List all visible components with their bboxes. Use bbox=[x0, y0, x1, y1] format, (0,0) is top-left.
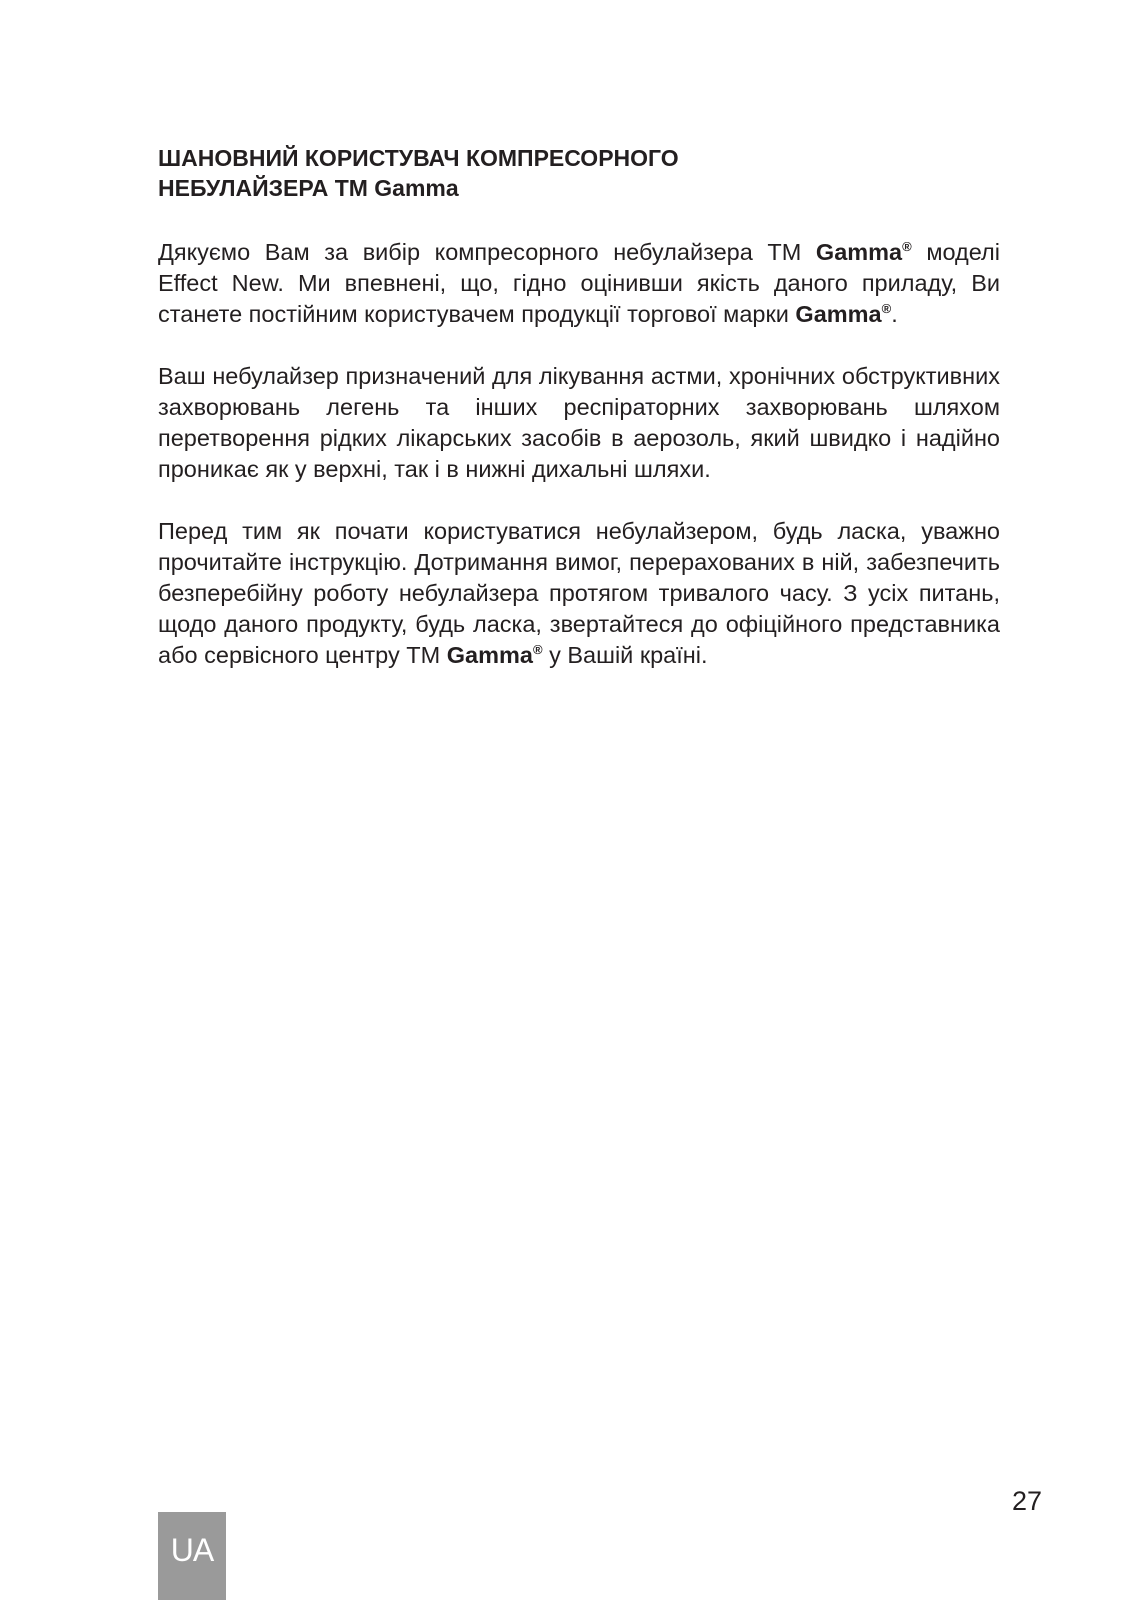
language-tab bbox=[158, 1512, 226, 1600]
intro-text-1: Дякуємо Вам за вибір компресорного небулайзера ТМ bbox=[158, 239, 816, 265]
purpose-paragraph: Ваш небулайзер призначений для лікування астми, хронічних обструктивних захворювань легень та інших респіраторних захворювань шляхом перетворення рідких лікарських засобів в аерозоль, який швидко і надійно проникає як у верхні, так і в нижні дихальні шляхи. bbox=[158, 363, 1000, 482]
intro-paragraph bbox=[158, 237, 1000, 330]
instructions-paragraph bbox=[158, 516, 1000, 671]
intro-text-2: моделі Effect New. Ми впевнені, що, гідно оцінивши якість даного приладу, Ви станете постійним користувачем продукції торгової марки bbox=[158, 239, 1000, 327]
registered-mark: ® bbox=[881, 301, 892, 316]
intro-text-3: . bbox=[891, 301, 898, 327]
page-title bbox=[158, 143, 1000, 203]
page-number: 27 bbox=[1011, 1486, 1042, 1516]
page-content bbox=[158, 143, 1000, 702]
instructions-text-2: у Вашій країні. bbox=[542, 642, 708, 668]
instructions-text-1: Перед тим як почати користуватися небулайзером, будь ласка, уважно прочитайте інструкцію. Дотримання вимог, перерахованих в ній, забезпечить безперебійну роботу небулайзера протягом тривалого часу. З усіх питань, щодо даного продукту, будь ласка, звертайтеся до офіційного представника або сервісного центру ТМ bbox=[158, 518, 1000, 668]
brand-name: Gamma bbox=[446, 642, 533, 668]
page-title-line-1: ШАНОВНИЙ КОРИСТУВАЧ КОМПРЕСОРНОГО bbox=[158, 145, 679, 171]
registered-mark: ® bbox=[532, 642, 543, 657]
registered-mark: ® bbox=[902, 239, 912, 254]
brand-name: Gamma bbox=[815, 239, 903, 265]
brand-name: Gamma bbox=[795, 301, 882, 327]
page-title-line-2: НЕБУЛАЙЗЕРА ТМ Gamma bbox=[158, 175, 459, 201]
language-tab-label: UA bbox=[170, 1532, 214, 1568]
